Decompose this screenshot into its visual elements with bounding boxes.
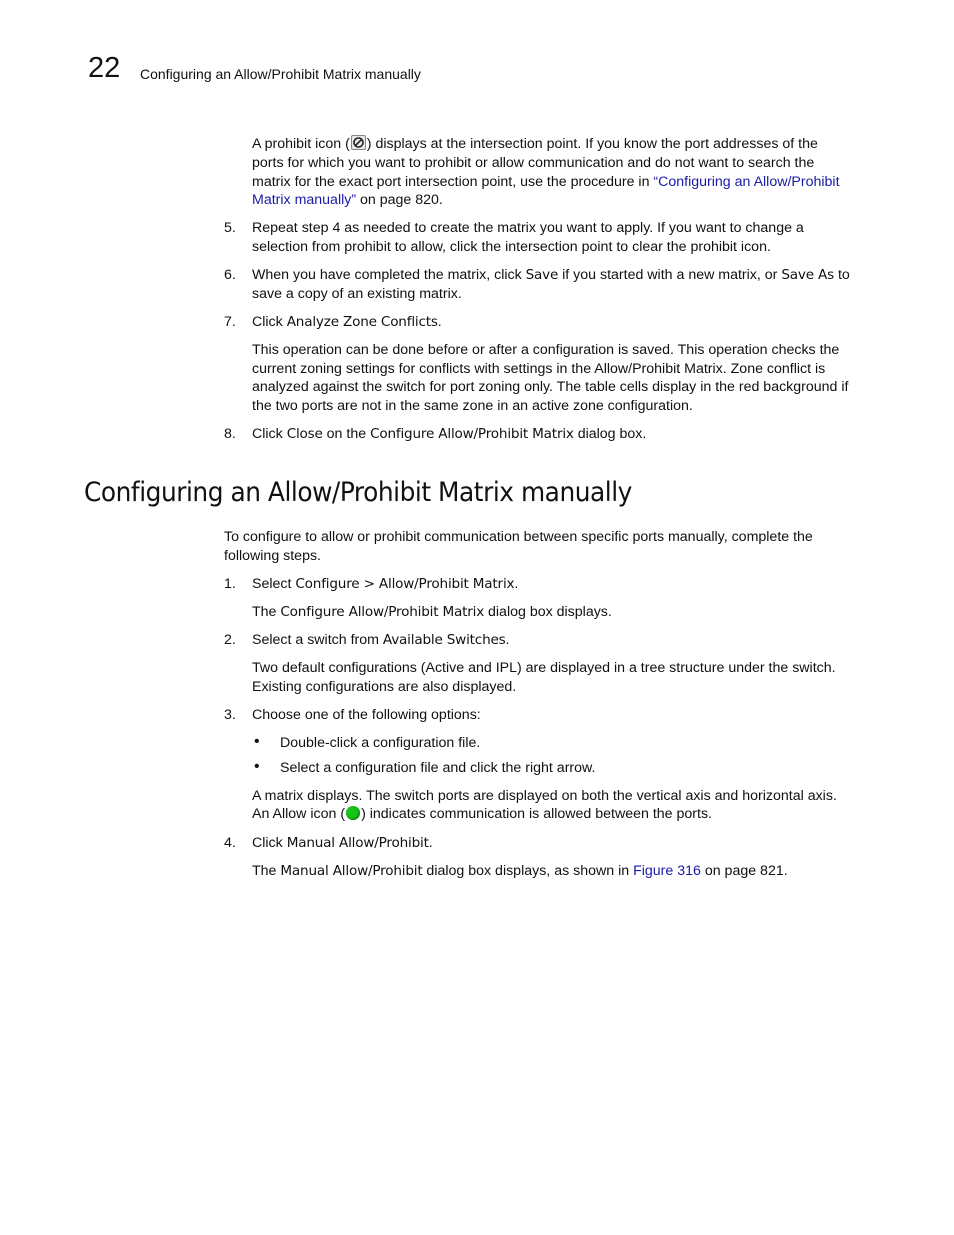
ui-term: Configure Allow/Prohibit Matrix [370,426,574,442]
paragraph-line: following steps. [224,548,321,564]
section-heading: Configuring an Allow/Prohibit Matrix manually [84,477,632,508]
step-number: 8. [224,426,236,442]
allow-icon [346,806,360,820]
paragraph-line: The Configure Allow/Prohibit Matrix dialog box displays. [252,604,612,620]
bullet-glyph: • [254,758,260,775]
ui-term: Save [525,267,559,283]
ui-term: Manual Allow/Prohibit [286,835,429,851]
paragraph-line: A matrix displays. The switch ports are displayed on both the vertical axis and horizontal axis. [252,788,837,804]
paragraph-line: analyzed against the switch for port zoning only. The table cells display in the red background if [252,379,849,395]
step-text: Choose one of the following options: [252,707,481,723]
paragraph-line: the two ports are not in the same zone in an active zone configuration. [252,398,693,414]
step-number: 3. [224,707,236,723]
bullet-glyph: • [254,733,260,750]
chapter-number: 22 [88,52,121,84]
step-text: Select a switch from Available Switches. [252,632,510,648]
paragraph-line: matrix for the exact port intersection point, use the procedure in “Configuring an Allow/Prohibit [252,174,840,190]
ui-term: Analyze Zone Conflicts [286,314,438,330]
step-text: Click Manual Allow/Prohibit. [252,835,433,851]
ui-term: Available Switches [382,632,506,648]
ui-term: Manual Allow/Prohibit [280,863,423,879]
paragraph-line: Matrix manually” on page 820. [252,192,443,208]
paragraph-line: ports for which you want to prohibit or allow communication and do not want to search the [252,155,815,171]
ui-term: Configure > Allow/Prohibit Matrix [295,576,515,592]
step-text: When you have completed the matrix, click Save if you started with a new matrix, or Save As to [252,267,850,283]
step-text: selection from prohibit to allow, click the intersection point to clear the prohibit icon. [252,239,771,255]
bullet-item: Double-click a configuration file. [280,735,481,751]
paragraph-line: Existing configurations are also displayed. [252,679,517,695]
running-header: Configuring an Allow/Prohibit Matrix manually [140,66,421,82]
step-number: 5. [224,220,236,236]
ui-term: Save As [781,267,835,283]
step-number: 7. [224,314,236,330]
step-number: 6. [224,267,236,283]
step-number: 1. [224,576,236,592]
paragraph: A prohibit icon ( ) displays at the intersection point. If you know the port addresses of the [252,136,818,152]
xref-link[interactable]: “Configuring an Allow/Prohibit [653,174,840,190]
ui-term: Configure Allow/Prohibit Matrix [280,604,485,620]
step-text: save a copy of an existing matrix. [252,286,462,302]
paragraph-line: An Allow icon ( ) indicates communication is allowed between the ports. [252,806,712,822]
prohibit-icon [351,135,366,150]
paragraph-line: The Manual Allow/Prohibit dialog box displays, as shown in Figure 316 on page 821. [252,863,788,879]
paragraph-line: To configure to allow or prohibit communication between specific ports manually, complete the [224,529,813,545]
ui-term: Close [286,426,323,442]
figure-link[interactable]: Figure 316 [633,863,701,879]
paragraph-line: current zoning settings for conflicts with settings in the Allow/Prohibit Matrix. Zone conflict is [252,361,826,377]
step-text: Repeat step 4 as needed to create the matrix you want to apply. If you want to change a [252,220,804,236]
step-text: Select Configure > Allow/Prohibit Matrix. [252,576,519,592]
step-text: Click Analyze Zone Conflicts. [252,314,442,330]
step-number: 4. [224,835,236,851]
paragraph-line: This operation can be done before or after a configuration is saved. This operation checks the [252,342,840,358]
step-number: 2. [224,632,236,648]
bullet-item: Select a configuration file and click the right arrow. [280,760,596,776]
step-text: Click Close on the Configure Allow/Prohibit Matrix dialog box. [252,426,647,442]
paragraph-line: Two default configurations (Active and IPL) are displayed in a tree structure under the switch. [252,660,836,676]
xref-link[interactable]: Matrix manually” [252,192,357,208]
